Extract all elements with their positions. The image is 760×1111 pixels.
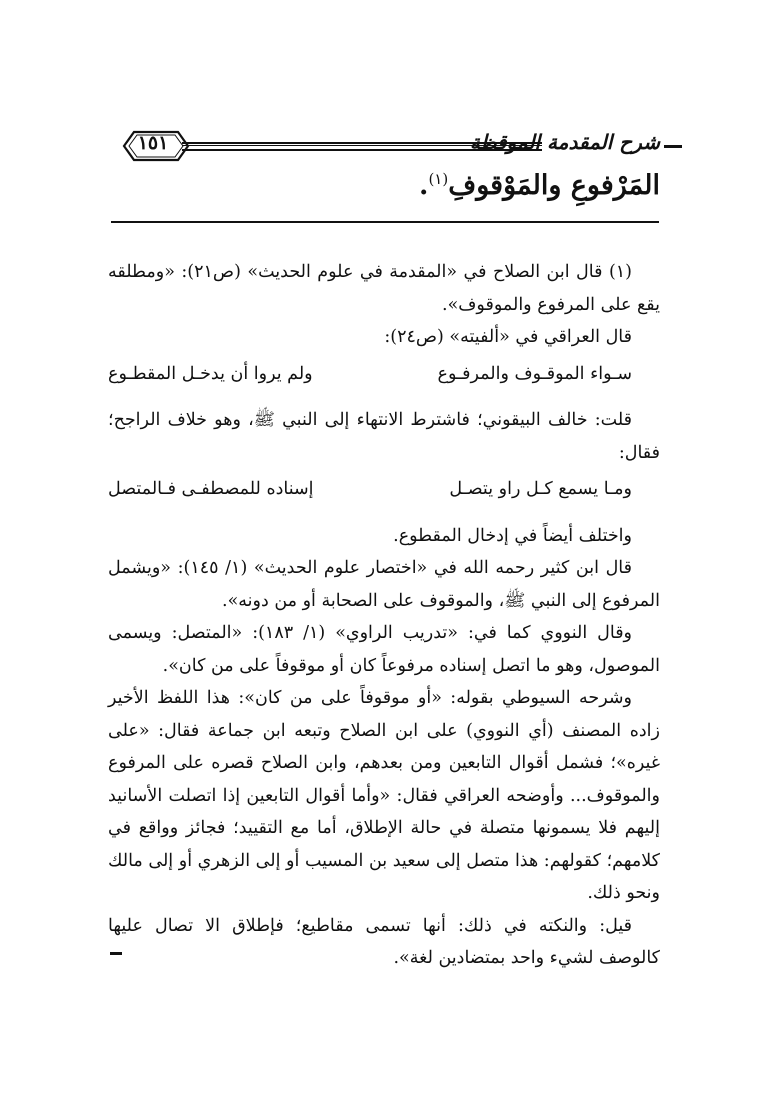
main-text-end: . <box>419 170 429 201</box>
footnote-paragraph: وقال النووي كما في: «تدريب الراوي» (١/ ١٨٣): «المتصل: ويسمى الموصول، وهو ما اتصل إسناده مرفوعاً كان أو موقوفاً على من كان». <box>108 623 660 676</box>
page-header <box>108 128 660 168</box>
footnote-paragraph: واختلف أيضاً في إدخال المقطوع. <box>393 525 632 546</box>
header-tick <box>664 145 682 148</box>
verse-hemistich-right: سـواء الموقـوف والمرفـوع <box>437 363 632 384</box>
footnote-ref: (١) <box>428 170 449 188</box>
verse-line <box>108 473 660 506</box>
main-text: المَرْفوعِ والمَوْقوفِ <box>448 170 660 201</box>
footnote-paragraph: قال العراقي في «ألفيته» (ص٢٤): <box>384 327 632 347</box>
footnote-paragraph: (١) قال ابن الصلاح في «المقدمة في علوم الحديث» (ص٢١): «ومطلقه يقع على المرفوع والموقوف». <box>108 262 660 315</box>
page-number: ١٥١ <box>137 132 169 154</box>
running-title: شرح المقدمة الموقظة <box>469 130 660 154</box>
verse-hemistich-right: ومـا يسمع كـل راو يتصـل <box>449 479 632 499</box>
footnote-paragraph: وشرحه السيوطي بقوله: «أو موقوفاً على من كان»: هذا اللفظ الأخير زاده المصنف (أي النووي) على ابن الصلاح وتبعه ابن جماعة فقال: «على غيره»؛ فشمل أقوال التابعين ومن بعدهم، وابن الصلاح قصره على المرفوع والموقوف... وأوضحه العراقي فقال: «وأما أقوال التابعين إذا اتصلت الأسانيد إليهم فلا يسمونها متصلة في حالة الإطلاق، أما مع التقييد؛ فجائز وواقع في كلامهم؛ كقولهم: هذا متصل إلى سعيد بن المسيب أو إلى الزهري أو إلى مالك ونحو ذلك. <box>108 688 660 903</box>
footnotes <box>108 256 660 975</box>
footnote-paragraph: قيل: والنكته في ذلك: أنها تسمى مقاطيع؛ فإطلاق الا تصال عليها كالوصف لشيء واحد بمتضادين لغة». <box>108 915 660 968</box>
verse-hemistich-left: ولم يروا أن يدخـل المقطـوع <box>108 363 313 384</box>
footnote-paragraph: قلت: خالف البيقوني؛ فاشترط الانتهاء إلى النبي ﷺ، وهو خلاف الراجح؛ فقال: <box>108 410 660 463</box>
verse-hemistich-left: إسناده للمصطفـى فـالمتصل <box>108 479 314 499</box>
verse-line <box>108 358 660 391</box>
end-mark <box>110 952 122 955</box>
main-text-line <box>419 170 660 201</box>
footnote-paragraph: قال ابن كثير رحمه الله في «اختصار علوم الحديث» (١/ ١٤٥): «ويشمل المرفوع إلى النبي ﷺ، والموقوف على الصحابة أو من دونه». <box>108 558 660 611</box>
footnote-divider <box>111 221 659 223</box>
